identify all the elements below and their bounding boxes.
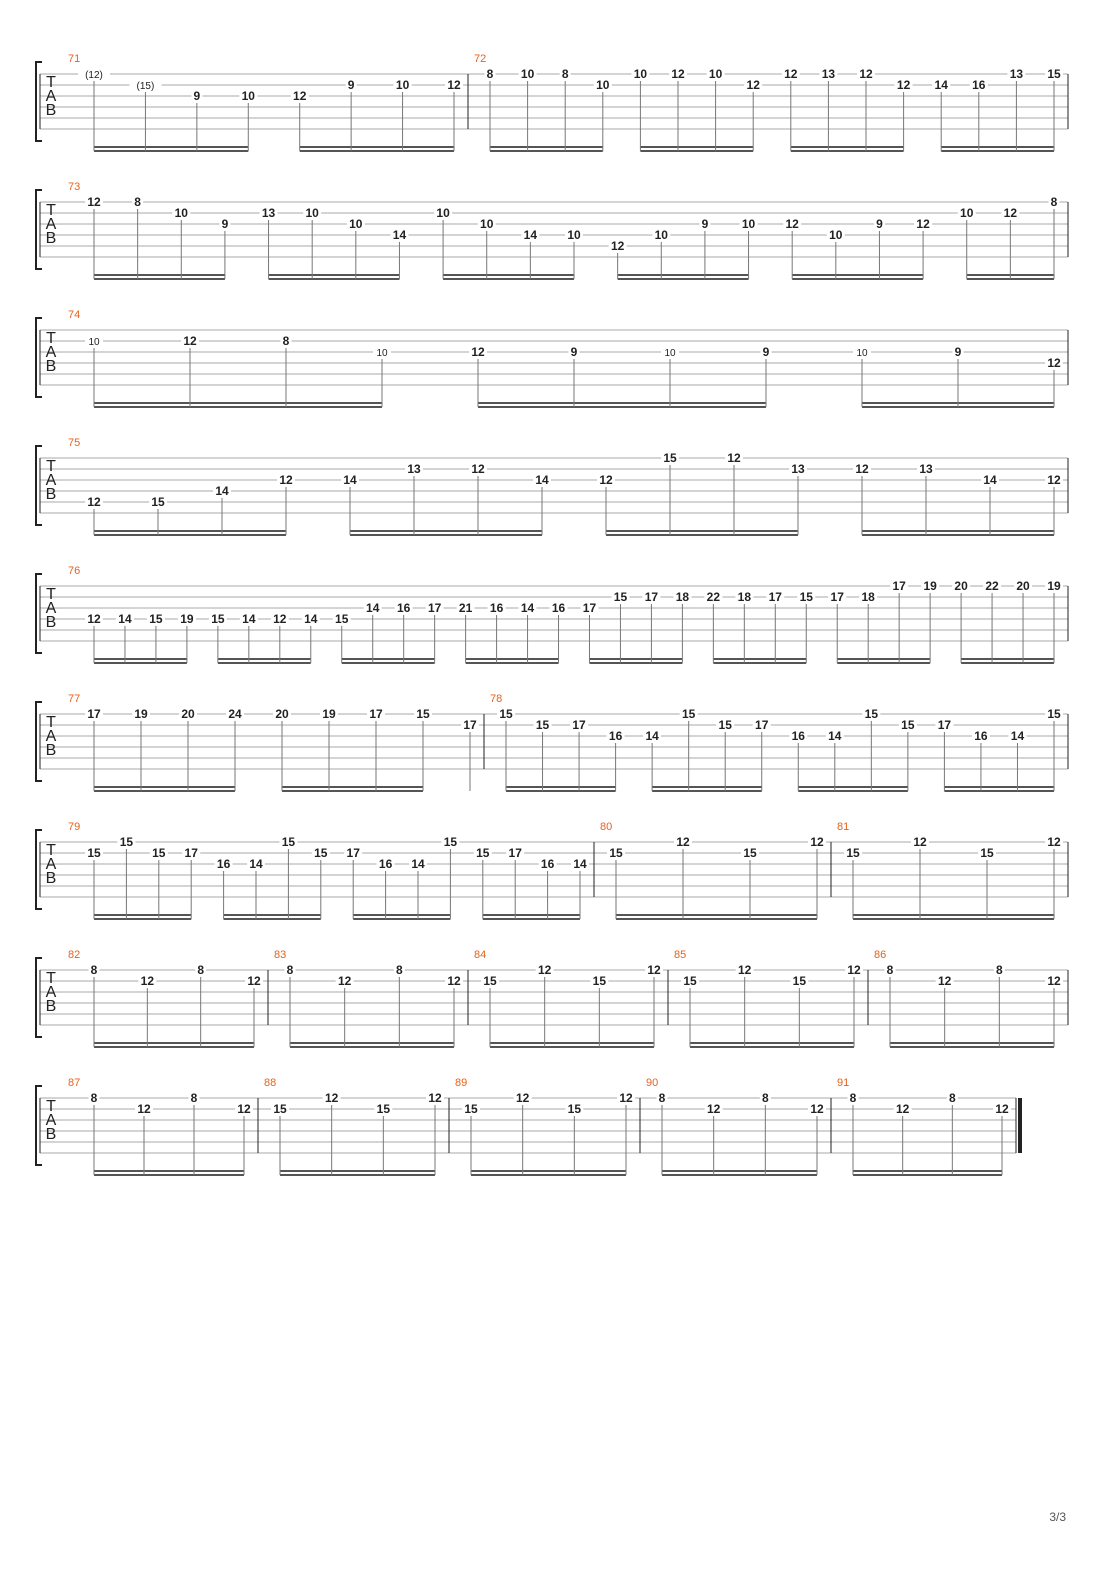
fret-number: 15 bbox=[743, 846, 757, 860]
fret-number: 15 bbox=[1047, 67, 1061, 81]
fret-number: 12 bbox=[1047, 835, 1061, 849]
tab-clef-letter: T bbox=[46, 1098, 56, 1115]
fret-number: 18 bbox=[737, 590, 752, 604]
fret-number: 17 bbox=[463, 718, 477, 732]
fret-number: 19 bbox=[1047, 579, 1061, 593]
measure-number: 77 bbox=[68, 693, 81, 705]
fret-number: 8 bbox=[886, 963, 894, 977]
fret-number: 15 bbox=[613, 590, 628, 604]
fret-number: 15 bbox=[149, 612, 163, 626]
fret-number: 21 bbox=[458, 601, 473, 615]
tab-clef-letter: B bbox=[45, 358, 57, 375]
fret-number: 14 bbox=[934, 78, 948, 92]
fret-number: 12 bbox=[995, 1102, 1009, 1116]
fret-number: 12 bbox=[87, 612, 101, 626]
fret-number: 8 bbox=[90, 1091, 98, 1105]
tab-system bbox=[36, 693, 1068, 791]
fret-number: 9 bbox=[221, 217, 229, 231]
fret-number: 17 bbox=[184, 846, 198, 860]
fret-number: 12 bbox=[847, 963, 861, 977]
fret-number: 16 bbox=[396, 601, 411, 615]
fret-number: 10 bbox=[567, 228, 581, 242]
fret-number: 12 bbox=[471, 462, 485, 476]
measure bbox=[874, 949, 1063, 1047]
measure bbox=[68, 693, 479, 791]
fret-number: 8 bbox=[134, 195, 141, 209]
fret-number: 12 bbox=[937, 974, 952, 988]
fret-number: 17 bbox=[755, 718, 769, 732]
fret-number: 9 bbox=[701, 217, 709, 231]
measure-number: 85 bbox=[674, 949, 687, 961]
tab-system bbox=[36, 565, 1068, 663]
fret-number: 12 bbox=[140, 974, 155, 988]
fret-number: 20 bbox=[1016, 579, 1030, 593]
tab-clef-letter: B bbox=[45, 230, 57, 247]
fret-number: 15 bbox=[314, 846, 328, 860]
fret-number: 12 bbox=[537, 963, 552, 977]
fret-number: 17 bbox=[937, 718, 952, 732]
tab-clef-letter: B bbox=[45, 486, 57, 503]
fret-number: 9 bbox=[762, 345, 770, 359]
final-barline bbox=[1018, 1098, 1022, 1153]
fret-number: 13 bbox=[407, 462, 421, 476]
fret-number: 14 bbox=[392, 228, 407, 242]
fret-number: 15 bbox=[443, 835, 458, 849]
fret-number: 15 bbox=[609, 846, 623, 860]
fret-number: 17 bbox=[369, 707, 383, 721]
fret-number: 8 bbox=[561, 67, 569, 81]
fret-number: 15 bbox=[151, 495, 165, 509]
tab-clef-letter: A bbox=[45, 88, 57, 105]
fret-number: 12 bbox=[247, 974, 261, 988]
measure-number: 80 bbox=[600, 821, 613, 833]
fret-number: 15 bbox=[535, 718, 550, 732]
measure bbox=[68, 181, 1060, 279]
fret-number: 12 bbox=[293, 89, 307, 103]
fret-number: 14 bbox=[828, 729, 842, 743]
fret-number: 15 bbox=[464, 1102, 478, 1116]
fret-number: 15 bbox=[592, 974, 607, 988]
fret-number: 17 bbox=[644, 590, 659, 604]
fret-number: 12 bbox=[1047, 473, 1061, 487]
fret-number: 10 bbox=[708, 67, 723, 81]
tab-clef-letter: T bbox=[46, 842, 56, 859]
tab-system bbox=[36, 53, 1068, 151]
measure bbox=[837, 1077, 1011, 1175]
fret-number: 15 bbox=[846, 846, 860, 860]
fret-number: 15 bbox=[681, 707, 696, 721]
fret-number: 9 bbox=[570, 345, 578, 359]
tab-system bbox=[36, 181, 1068, 279]
fret-number: 15 bbox=[211, 612, 225, 626]
fret-number: 20 bbox=[181, 707, 195, 721]
fret-number: 14 bbox=[520, 601, 535, 615]
fret-number: 12 bbox=[785, 217, 799, 231]
fret-number: 8 bbox=[197, 963, 205, 977]
fret-number: 12 bbox=[895, 1102, 910, 1116]
fret-number: 24 bbox=[228, 707, 242, 721]
fret-number: 10 bbox=[654, 228, 668, 242]
fret-number: 12 bbox=[647, 963, 661, 977]
fret-number: 9 bbox=[347, 78, 355, 92]
fret-number: 12 bbox=[610, 239, 625, 253]
measure bbox=[455, 1077, 635, 1175]
fret-number: 15 bbox=[792, 974, 807, 988]
fret-number: 12 bbox=[916, 217, 930, 231]
tab-clef-letter: A bbox=[45, 600, 57, 617]
tab-clef-letter: A bbox=[45, 984, 57, 1001]
measure-number: 86 bbox=[874, 949, 887, 961]
fret-number: 10 bbox=[829, 228, 843, 242]
measure bbox=[600, 821, 826, 919]
fret-number: 8 bbox=[190, 1091, 198, 1105]
measure-number: 76 bbox=[68, 565, 81, 577]
fret-number: 14 bbox=[983, 473, 997, 487]
fret-number: 14 bbox=[215, 484, 229, 498]
fret-number: 12 bbox=[619, 1091, 633, 1105]
fret-number: 14 bbox=[1010, 729, 1025, 743]
fret-number: 17 bbox=[427, 601, 442, 615]
measure-number: 82 bbox=[68, 949, 81, 961]
fret-number: 15 bbox=[980, 846, 994, 860]
measure bbox=[68, 821, 589, 919]
tab-system bbox=[36, 949, 1068, 1047]
fret-number: 9 bbox=[193, 89, 201, 103]
fret-number: 12 bbox=[471, 345, 485, 359]
fret-number: 12 bbox=[727, 451, 741, 465]
fret-number: 12 bbox=[676, 835, 690, 849]
fret-number: 18 bbox=[675, 590, 690, 604]
fret-number: 20 bbox=[954, 579, 968, 593]
fret-number: 15 bbox=[483, 974, 497, 988]
measure bbox=[68, 437, 1063, 535]
fret-number: 12 bbox=[337, 974, 352, 988]
fret-number: 12 bbox=[1047, 356, 1061, 370]
tab-clef-letter: A bbox=[45, 472, 57, 489]
measure-number: 74 bbox=[68, 309, 81, 321]
fret-number: 12 bbox=[855, 462, 869, 476]
measure-number: 84 bbox=[474, 949, 487, 961]
fret-number: 12 bbox=[87, 495, 101, 509]
fret-number: 14 bbox=[366, 601, 380, 615]
fret-number: 12 bbox=[784, 67, 798, 81]
fret-number: 12 bbox=[737, 963, 752, 977]
fret-number: 15 bbox=[1047, 707, 1061, 721]
fret-number: 8 bbox=[1050, 195, 1058, 209]
fret-number: 8 bbox=[948, 1091, 956, 1105]
fret-number: 12 bbox=[896, 78, 911, 92]
measure-number: 75 bbox=[68, 437, 81, 449]
fret-number: 14 bbox=[249, 857, 263, 871]
fret-number: 13 bbox=[261, 206, 276, 220]
fret-number: 15 bbox=[864, 707, 879, 721]
measure-number: 79 bbox=[68, 821, 81, 833]
fret-number: 12 bbox=[447, 78, 461, 92]
tab-system bbox=[36, 309, 1068, 407]
fret-number: 10 bbox=[633, 67, 648, 81]
fret-number: 8 bbox=[282, 334, 290, 348]
fret-number: 12 bbox=[183, 334, 197, 348]
fret-number: 12 bbox=[515, 1091, 530, 1105]
fret-number: 10 bbox=[596, 78, 610, 92]
tab-system bbox=[36, 821, 1068, 919]
fret-number: 10 bbox=[376, 348, 388, 359]
measure-number: 87 bbox=[68, 1077, 81, 1089]
measure-number: 83 bbox=[274, 949, 287, 961]
fret-number: 15 bbox=[567, 1102, 582, 1116]
fret-number: 10 bbox=[856, 348, 868, 359]
fret-number: 15 bbox=[376, 1102, 391, 1116]
fret-number: 12 bbox=[137, 1102, 151, 1116]
fret-number: 15 bbox=[119, 835, 134, 849]
fret-number: 22 bbox=[985, 579, 999, 593]
fret-number: 12 bbox=[746, 78, 760, 92]
fret-number: 12 bbox=[237, 1102, 251, 1116]
fret-number: 13 bbox=[791, 462, 805, 476]
tab-clef-letter: A bbox=[45, 216, 57, 233]
fret-number: 10 bbox=[664, 348, 676, 359]
fret-number: 13 bbox=[821, 67, 836, 81]
measure-number: 90 bbox=[646, 1077, 659, 1089]
fret-number: 10 bbox=[436, 206, 450, 220]
measure bbox=[68, 53, 463, 151]
fret-number: 19 bbox=[923, 579, 937, 593]
measure bbox=[646, 1077, 826, 1175]
fret-number: 12 bbox=[913, 835, 927, 849]
tab-clef-letter: A bbox=[45, 344, 57, 361]
tab-clef-letter: A bbox=[45, 856, 57, 873]
tab-clef-letter: B bbox=[45, 870, 57, 887]
fret-number: 15 bbox=[273, 1102, 287, 1116]
measure bbox=[474, 949, 663, 1047]
tab-clef-letter: B bbox=[45, 742, 57, 759]
fret-number: 16 bbox=[791, 729, 805, 743]
fret-number: 12 bbox=[273, 612, 287, 626]
fret-number: 14 bbox=[304, 612, 318, 626]
tab-clef-letter: A bbox=[45, 1112, 57, 1129]
fret-number: 10 bbox=[174, 206, 188, 220]
tab-system bbox=[36, 437, 1068, 535]
fret-number: 17 bbox=[768, 590, 782, 604]
fret-number: 8 bbox=[486, 67, 494, 81]
fret-number: 17 bbox=[572, 718, 586, 732]
fret-number: 10 bbox=[741, 217, 756, 231]
fret-number: 12 bbox=[810, 1102, 824, 1116]
fret-number: 15 bbox=[152, 846, 166, 860]
fret-number: 8 bbox=[761, 1091, 769, 1105]
fret-number: 12 bbox=[428, 1091, 442, 1105]
fret-number: 10 bbox=[480, 217, 494, 231]
fret-number: 8 bbox=[658, 1091, 666, 1105]
fret-number: 15 bbox=[799, 590, 813, 604]
tab-clef-letter: T bbox=[46, 330, 56, 347]
tab-clef-letter: B bbox=[45, 614, 57, 631]
fret-number: 12 bbox=[1047, 974, 1061, 988]
fret-number: 8 bbox=[395, 963, 403, 977]
fret-number: 17 bbox=[346, 846, 360, 860]
fret-number: 12 bbox=[279, 473, 293, 487]
fret-number: 14 bbox=[411, 857, 425, 871]
fret-number: 12 bbox=[810, 835, 824, 849]
fret-number: 10 bbox=[520, 67, 535, 81]
tab-clef-letter: T bbox=[46, 458, 56, 475]
fret-number: 9 bbox=[876, 217, 883, 231]
fret-number: 14 bbox=[645, 729, 659, 743]
tab-clef-letter: T bbox=[46, 202, 56, 219]
fret-number: 10 bbox=[241, 89, 255, 103]
fret-number: 16 bbox=[378, 857, 393, 871]
fret-number: 15 bbox=[87, 846, 101, 860]
fret-number: 16 bbox=[540, 857, 555, 871]
fret-number: 10 bbox=[305, 206, 319, 220]
fret-number: 12 bbox=[599, 473, 613, 487]
fret-number: 13 bbox=[1009, 67, 1024, 81]
fret-number: 10 bbox=[395, 78, 410, 92]
fret-number: 16 bbox=[974, 729, 988, 743]
fret-number: 15 bbox=[499, 707, 513, 721]
fret-number: 16 bbox=[489, 601, 504, 615]
fret-number: 15 bbox=[281, 835, 296, 849]
fret-number: 15 bbox=[476, 846, 490, 860]
fret-number: 17 bbox=[892, 579, 906, 593]
fret-number: 8 bbox=[90, 963, 98, 977]
tab-clef-letter: A bbox=[45, 728, 57, 745]
fret-number: 14 bbox=[523, 228, 538, 242]
tab-clef-letter: B bbox=[45, 998, 57, 1015]
fret-number: 12 bbox=[671, 67, 685, 81]
fret-number: 14 bbox=[118, 612, 132, 626]
measure-number: 81 bbox=[837, 821, 850, 833]
tab-clef-letter: B bbox=[45, 1126, 57, 1143]
fret-number: 19 bbox=[134, 707, 148, 721]
measure bbox=[68, 949, 263, 1047]
fret-number: 18 bbox=[861, 590, 875, 604]
fret-number: 13 bbox=[919, 462, 933, 476]
fret-number: 14 bbox=[573, 857, 587, 871]
fret-number: 10 bbox=[960, 206, 974, 220]
tab-clef-letter: T bbox=[46, 586, 56, 603]
fret-number: 8 bbox=[995, 963, 1003, 977]
fret-number: 17 bbox=[830, 590, 844, 604]
fret-number: 20 bbox=[275, 707, 289, 721]
page-number: 3/3 bbox=[1049, 1510, 1066, 1524]
measure bbox=[68, 565, 1063, 663]
tab-system bbox=[36, 1077, 1022, 1175]
fret-number: 12 bbox=[859, 67, 873, 81]
fret-number: 12 bbox=[1003, 206, 1018, 220]
fret-number: 14 bbox=[535, 473, 549, 487]
measure-number: 89 bbox=[455, 1077, 468, 1089]
measure bbox=[68, 1077, 253, 1175]
fret-number: 22 bbox=[706, 590, 721, 604]
measure bbox=[274, 949, 463, 1047]
fret-number: 16 bbox=[972, 78, 986, 92]
fret-number: 19 bbox=[322, 707, 336, 721]
measure-number: 71 bbox=[68, 53, 81, 65]
fret-number: 14 bbox=[343, 473, 357, 487]
fret-number: 12 bbox=[87, 195, 101, 209]
fret-number: (12) bbox=[85, 70, 103, 81]
fret-number: 12 bbox=[324, 1091, 339, 1105]
measure-number: 88 bbox=[264, 1077, 277, 1089]
fret-number: 15 bbox=[663, 451, 677, 465]
measure-number: 72 bbox=[474, 53, 487, 65]
fret-number: 15 bbox=[416, 707, 430, 721]
fret-number: 16 bbox=[551, 601, 566, 615]
fret-number: 10 bbox=[349, 217, 363, 231]
measure-number: 78 bbox=[490, 693, 503, 705]
fret-number: 14 bbox=[242, 612, 256, 626]
tab-clef-letter: T bbox=[46, 970, 56, 987]
measure bbox=[674, 949, 863, 1047]
fret-number: 17 bbox=[87, 707, 101, 721]
fret-number: 15 bbox=[683, 974, 697, 988]
measure bbox=[490, 693, 1063, 791]
fret-number: 12 bbox=[706, 1102, 721, 1116]
measure-number: 73 bbox=[68, 181, 81, 193]
fret-number: 16 bbox=[216, 857, 231, 871]
fret-number: 19 bbox=[180, 612, 194, 626]
fret-number: 15 bbox=[901, 718, 915, 732]
fret-number: 17 bbox=[582, 601, 597, 615]
tab-clef-letter: T bbox=[46, 714, 56, 731]
fret-number: (15) bbox=[136, 81, 155, 92]
tab-clef-letter: T bbox=[46, 74, 56, 91]
fret-number: 15 bbox=[335, 612, 349, 626]
fret-number: 17 bbox=[508, 846, 522, 860]
fret-number: 8 bbox=[286, 963, 294, 977]
fret-number: 12 bbox=[447, 974, 461, 988]
measure bbox=[68, 309, 1063, 407]
fret-number: 8 bbox=[849, 1091, 857, 1105]
measure-number: 91 bbox=[837, 1077, 850, 1089]
fret-number: 10 bbox=[88, 337, 100, 348]
fret-number: 16 bbox=[608, 729, 623, 743]
measure bbox=[264, 1077, 444, 1175]
fret-number: 9 bbox=[954, 345, 962, 359]
measure bbox=[474, 53, 1063, 151]
tab-clef-letter: B bbox=[45, 102, 57, 119]
fret-number: 15 bbox=[718, 718, 732, 732]
measure bbox=[837, 821, 1063, 919]
